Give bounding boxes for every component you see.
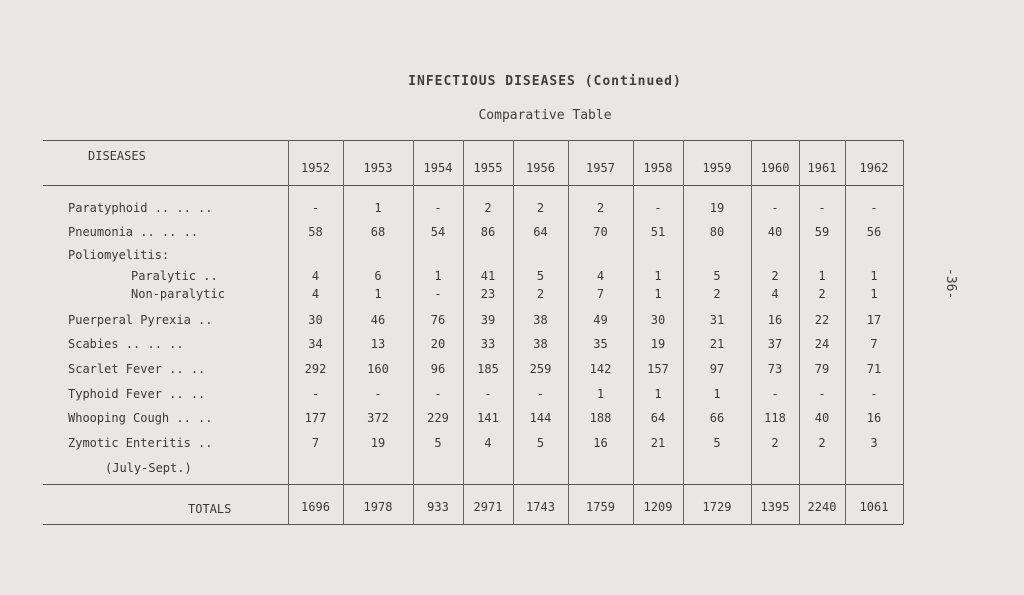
table-cell: 4 xyxy=(596,269,605,283)
table-cell: 5 xyxy=(536,269,545,283)
column-rule xyxy=(343,140,344,524)
table-cell: 37 xyxy=(767,337,783,351)
table-cell: 71 xyxy=(866,362,882,376)
comparative-table xyxy=(43,140,903,525)
page-title: INFECTIOUS DISEASES (Continued) xyxy=(408,74,682,89)
table-cell: - xyxy=(771,201,779,215)
table-cell: 372 xyxy=(367,411,389,425)
header-diseases: DISEASES xyxy=(88,149,146,163)
table-cell: 1 xyxy=(870,269,878,283)
table-cell: 2 xyxy=(818,436,826,450)
table-cell: 2 xyxy=(771,269,779,283)
table-cell: 13 xyxy=(370,337,386,351)
table-cell: 39 xyxy=(480,313,496,327)
table-cell: 2 xyxy=(713,287,721,301)
table-cell: 54 xyxy=(430,225,446,239)
column-rule xyxy=(413,140,414,524)
table-top-rule xyxy=(43,140,903,141)
table-cell: - xyxy=(771,387,779,401)
table-cell: 56 xyxy=(866,225,882,239)
table-cell: - xyxy=(536,387,545,401)
column-rule xyxy=(799,140,800,524)
table-cell: 5 xyxy=(536,436,545,450)
table-cell: 16 xyxy=(767,313,783,327)
table-cell: 5 xyxy=(713,436,721,450)
table-cell: 141 xyxy=(477,411,499,425)
table-cell: 142 xyxy=(589,362,612,376)
table-cell: 38 xyxy=(533,313,548,327)
row-label: Whooping Cough .. .. xyxy=(68,411,213,425)
table-cell: - xyxy=(434,287,442,301)
table-cell: - xyxy=(818,201,826,215)
table-cell: 1 xyxy=(870,287,878,301)
totals-cell: 933 xyxy=(427,500,449,514)
totals-cell: 2971 xyxy=(473,500,503,514)
table-cell: 23 xyxy=(480,287,496,301)
table-cell: - xyxy=(654,201,662,215)
table-cell: 16 xyxy=(866,411,882,425)
table-bottom-rule xyxy=(43,524,903,525)
table-cell: 1 xyxy=(713,387,721,401)
table-cell: 16 xyxy=(593,436,608,450)
table-cell: 2 xyxy=(536,201,545,215)
table-cell: 80 xyxy=(709,225,725,239)
table-cell: 73 xyxy=(767,362,783,376)
table-cell: - xyxy=(818,387,826,401)
column-rule xyxy=(568,140,569,524)
totals-cell: 1743 xyxy=(526,500,555,514)
table-cell: 292 xyxy=(304,362,327,376)
table-cell: 21 xyxy=(650,436,666,450)
table-cell: - xyxy=(870,201,878,215)
table-cell: 1 xyxy=(374,287,382,301)
row-label: Pneumonia .. .. .. xyxy=(68,225,199,239)
totals-cell: 2240 xyxy=(807,500,837,514)
table-cell: 4 xyxy=(484,436,492,450)
table-cell: 31 xyxy=(709,313,725,327)
table-cell: 7 xyxy=(870,337,878,351)
table-cell: 185 xyxy=(477,362,499,376)
totals-cell: 1978 xyxy=(363,500,393,514)
header-year: 1960 xyxy=(760,161,790,175)
table-cell: 6 xyxy=(374,269,382,283)
row-label: Zymotic Enteritis .. xyxy=(68,436,213,450)
header-bottom-rule xyxy=(43,185,903,186)
table-cell: 3 xyxy=(870,436,878,450)
row-label: Typhoid Fever .. .. xyxy=(68,387,206,401)
row-label: Paralytic .. xyxy=(131,269,218,283)
table-cell: 2 xyxy=(818,287,826,301)
column-rule xyxy=(751,140,752,524)
table-cell: 1 xyxy=(434,269,442,283)
header-year: 1956 xyxy=(526,161,555,175)
table-cell: 2 xyxy=(771,436,779,450)
table-cell: 4 xyxy=(771,287,779,301)
header-year: 1961 xyxy=(807,161,837,175)
header-year: 1959 xyxy=(702,161,732,175)
column-rule xyxy=(845,140,846,524)
header-year: 1952 xyxy=(301,161,330,175)
totals-cell: 1395 xyxy=(760,500,790,514)
table-cell: 34 xyxy=(308,337,323,351)
header-year: 1958 xyxy=(643,161,673,175)
table-cell: - xyxy=(311,201,320,215)
totals-cell: 1696 xyxy=(301,500,330,514)
table-cell: 157 xyxy=(647,362,669,376)
table-cell: 79 xyxy=(814,362,830,376)
table-cell: 5 xyxy=(713,269,721,283)
table-cell: 1 xyxy=(654,287,662,301)
page-number: -36- xyxy=(943,268,958,300)
table-cell: 188 xyxy=(589,411,612,425)
table-cell: 33 xyxy=(480,337,496,351)
table-cell: 97 xyxy=(709,362,725,376)
table-cell: 41 xyxy=(480,269,496,283)
column-rule xyxy=(288,140,289,524)
table-cell: 70 xyxy=(593,225,608,239)
table-cell: 30 xyxy=(650,313,666,327)
table-cell: - xyxy=(434,201,442,215)
header-year: 1962 xyxy=(859,161,889,175)
table-cell: 1 xyxy=(654,387,662,401)
table-cell: 17 xyxy=(866,313,882,327)
row-label: Scabies .. .. .. xyxy=(68,337,184,351)
table-cell: 1 xyxy=(818,269,826,283)
row-label: (July-Sept.) xyxy=(105,461,192,475)
table-cell: 58 xyxy=(308,225,323,239)
table-cell: 1 xyxy=(374,201,382,215)
table-cell: 30 xyxy=(308,313,323,327)
totals-label: TOTALS xyxy=(188,502,232,516)
table-cell: 51 xyxy=(650,225,666,239)
table-cell: 59 xyxy=(814,225,830,239)
table-cell: 64 xyxy=(533,225,548,239)
header-year: 1954 xyxy=(423,161,453,175)
table-cell: 177 xyxy=(304,411,327,425)
table-cell: 68 xyxy=(370,225,386,239)
table-cell: 118 xyxy=(764,411,786,425)
table-cell: 35 xyxy=(593,337,608,351)
header-year: 1957 xyxy=(586,161,615,175)
totals-cell: 1061 xyxy=(859,500,889,514)
table-cell: 20 xyxy=(430,337,446,351)
table-cell: 64 xyxy=(650,411,666,425)
table-cell: 4 xyxy=(311,287,320,301)
table-cell: 259 xyxy=(529,362,552,376)
header-year: 1953 xyxy=(363,161,393,175)
table-cell: - xyxy=(374,387,382,401)
column-rule xyxy=(633,140,634,524)
table-cell: 76 xyxy=(430,313,446,327)
table-cell: 7 xyxy=(311,436,320,450)
column-rule xyxy=(683,140,684,524)
table-cell: 144 xyxy=(529,411,552,425)
totals-cell: 1729 xyxy=(702,500,732,514)
table-cell: 4 xyxy=(311,269,320,283)
row-label: Paratyphoid .. .. .. xyxy=(68,201,213,215)
header-year: 1955 xyxy=(473,161,503,175)
table-cell: - xyxy=(484,387,492,401)
table-cell: 49 xyxy=(593,313,608,327)
totals-top-rule xyxy=(43,484,903,485)
column-rule xyxy=(903,140,904,524)
table-cell: 2 xyxy=(596,201,605,215)
table-cell: 19 xyxy=(709,201,725,215)
table-cell: 1 xyxy=(596,387,605,401)
column-rule xyxy=(463,140,464,524)
row-label: Puerperal Pyrexia .. xyxy=(68,313,213,327)
table-cell: 40 xyxy=(814,411,830,425)
row-label: Poliomyelitis: xyxy=(68,248,170,262)
page-subtitle: Comparative Table xyxy=(478,108,612,123)
row-label: Scarlet Fever .. .. xyxy=(68,362,206,376)
table-cell: 1 xyxy=(654,269,662,283)
table-cell: 38 xyxy=(533,337,548,351)
table-cell: 21 xyxy=(709,337,725,351)
table-cell: 86 xyxy=(480,225,496,239)
table-cell: 2 xyxy=(536,287,545,301)
totals-cell: 1759 xyxy=(586,500,615,514)
table-cell: 229 xyxy=(427,411,449,425)
table-cell: 19 xyxy=(370,436,386,450)
table-cell: - xyxy=(870,387,878,401)
table-cell: - xyxy=(434,387,442,401)
table-cell: 5 xyxy=(434,436,442,450)
table-cell: 22 xyxy=(814,313,830,327)
totals-cell: 1209 xyxy=(643,500,673,514)
column-rule xyxy=(513,140,514,524)
table-cell: 2 xyxy=(484,201,492,215)
table-cell: 160 xyxy=(367,362,389,376)
table-cell: 7 xyxy=(596,287,605,301)
row-label: Non-paralytic xyxy=(131,287,225,301)
table-cell: 24 xyxy=(814,337,830,351)
table-cell: 46 xyxy=(370,313,386,327)
table-cell: - xyxy=(311,387,320,401)
table-cell: 66 xyxy=(709,411,725,425)
table-cell: 40 xyxy=(767,225,783,239)
table-cell: 96 xyxy=(430,362,446,376)
table-cell: 19 xyxy=(650,337,666,351)
